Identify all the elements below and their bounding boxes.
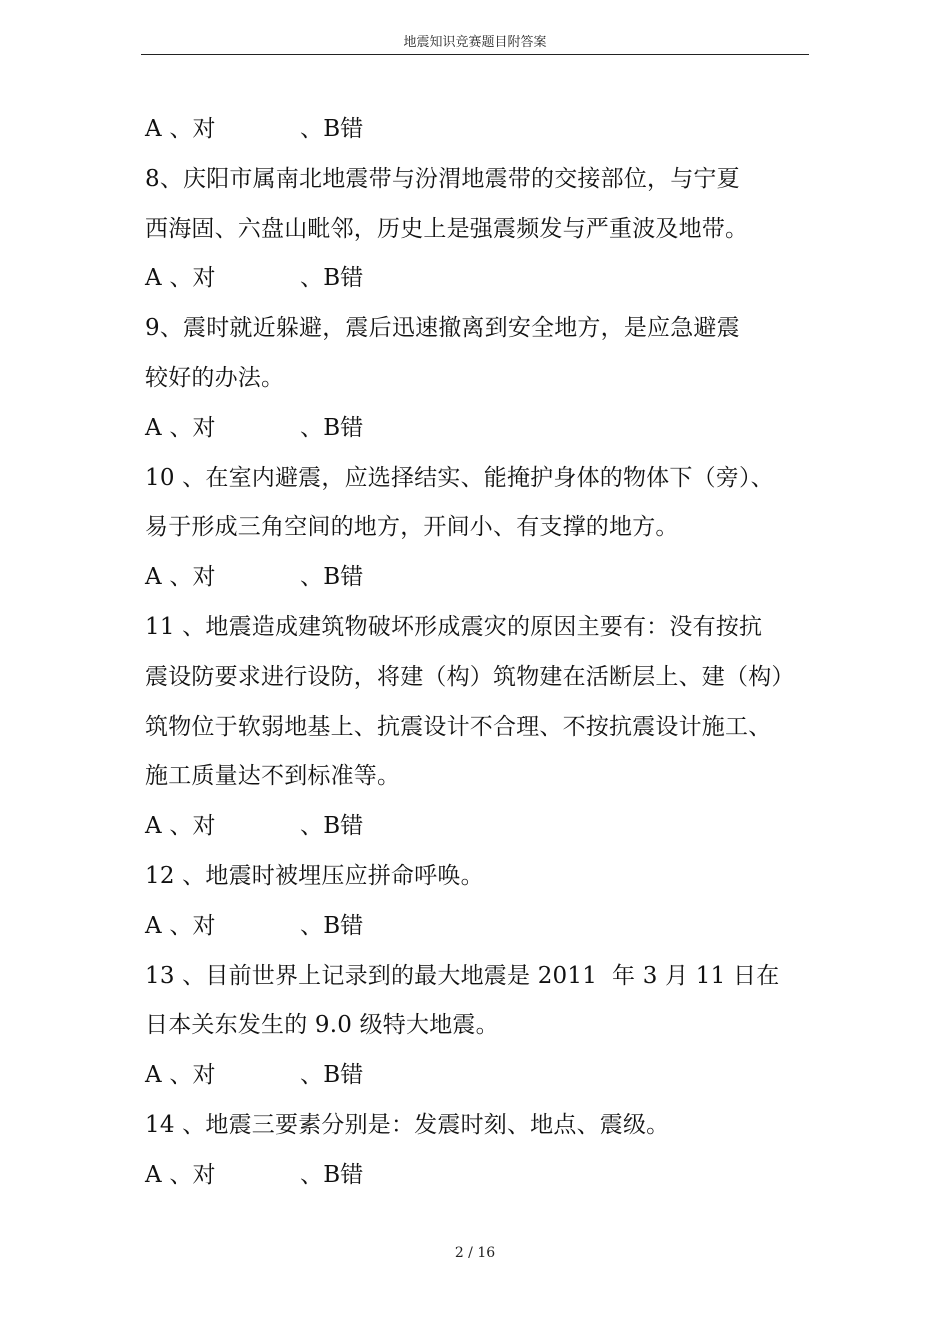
- answer-options-q11: [145, 802, 813, 852]
- option-b: 、B错: [300, 414, 364, 441]
- option-b: 、B错: [300, 564, 364, 591]
- question-11-line-3: 筑物位于软弱地基上、抗震设计不合理、不按抗震设计施工、: [145, 713, 772, 740]
- option-a: A 、对: [145, 1161, 216, 1188]
- option-a: A 、对: [145, 414, 216, 441]
- option-b: 、B错: [300, 813, 364, 840]
- question-9-line-1: 9、震时就近躲避，震后迅速撤离到安全地方，是应急避震: [145, 315, 740, 342]
- answer-options-q13: [145, 1051, 813, 1101]
- question-10-line-1: 10 、在室内避震，应选择结实、能掩护身体的物体下（旁）、: [145, 464, 774, 491]
- option-b: 、B错: [300, 912, 364, 939]
- answer-options-q14: [145, 1151, 813, 1201]
- question-12-line-1: 12 、地震时被埋压应拼命呼唤。: [145, 862, 484, 889]
- option-a: A 、对: [145, 564, 216, 591]
- question-14-line-1: 14 、地震三要素分别是：发震时刻、地点、震级。: [145, 1111, 670, 1138]
- page-number: 2 / 16: [454, 1245, 496, 1261]
- question-13-line-2: 日本关东发生的 9.0 级特大地震。: [145, 1012, 499, 1039]
- question-8-line-2: 西海固、六盘山毗邻，历史上是强震频发与严重波及地带。: [145, 215, 749, 242]
- option-b: 、B错: [300, 265, 364, 292]
- question-10-line-2: 易于形成三角空间的地方，开间小、有支撑的地方。: [145, 514, 679, 541]
- question-13-line-1: 13 、目前世界上记录到的最大地震是 2011 年 3 月 11 日在: [145, 962, 780, 989]
- question-11-line-4: 施工质量达不到标准等。: [145, 763, 401, 790]
- question-list: [145, 105, 813, 1201]
- question-9-line-2: 较好的办法。: [145, 364, 285, 391]
- option-a: A 、对: [145, 116, 216, 142]
- option-b: 、B错: [300, 1161, 364, 1188]
- answer-options-q12: [145, 902, 813, 952]
- option-b: 、B错: [300, 1062, 364, 1089]
- answer-options-q8: [145, 254, 813, 304]
- question-8-line-1: 8、庆阳市属南北地震带与汾渭地震带的交接部位，与宁夏: [145, 165, 740, 192]
- page-header: [141, 34, 809, 55]
- answer-options-q9: [145, 404, 813, 454]
- question-11-line-2: 震设防要求进行设防，将建（构）筑物建在活断层上、建（构）: [145, 663, 795, 690]
- document-title: 地震知识竞赛题目附答案: [403, 35, 547, 50]
- option-b: 、B错: [300, 116, 364, 142]
- option-a: A 、对: [145, 912, 216, 939]
- option-a: A 、对: [145, 813, 216, 840]
- option-a: A 、对: [145, 1062, 216, 1089]
- option-a: A 、对: [145, 265, 216, 292]
- question-11-line-1: 11 、地震造成建筑物破坏形成震灾的原因主要有：没有按抗: [145, 613, 763, 640]
- answer-options-q10: [145, 553, 813, 603]
- answer-options-q7: [145, 105, 813, 155]
